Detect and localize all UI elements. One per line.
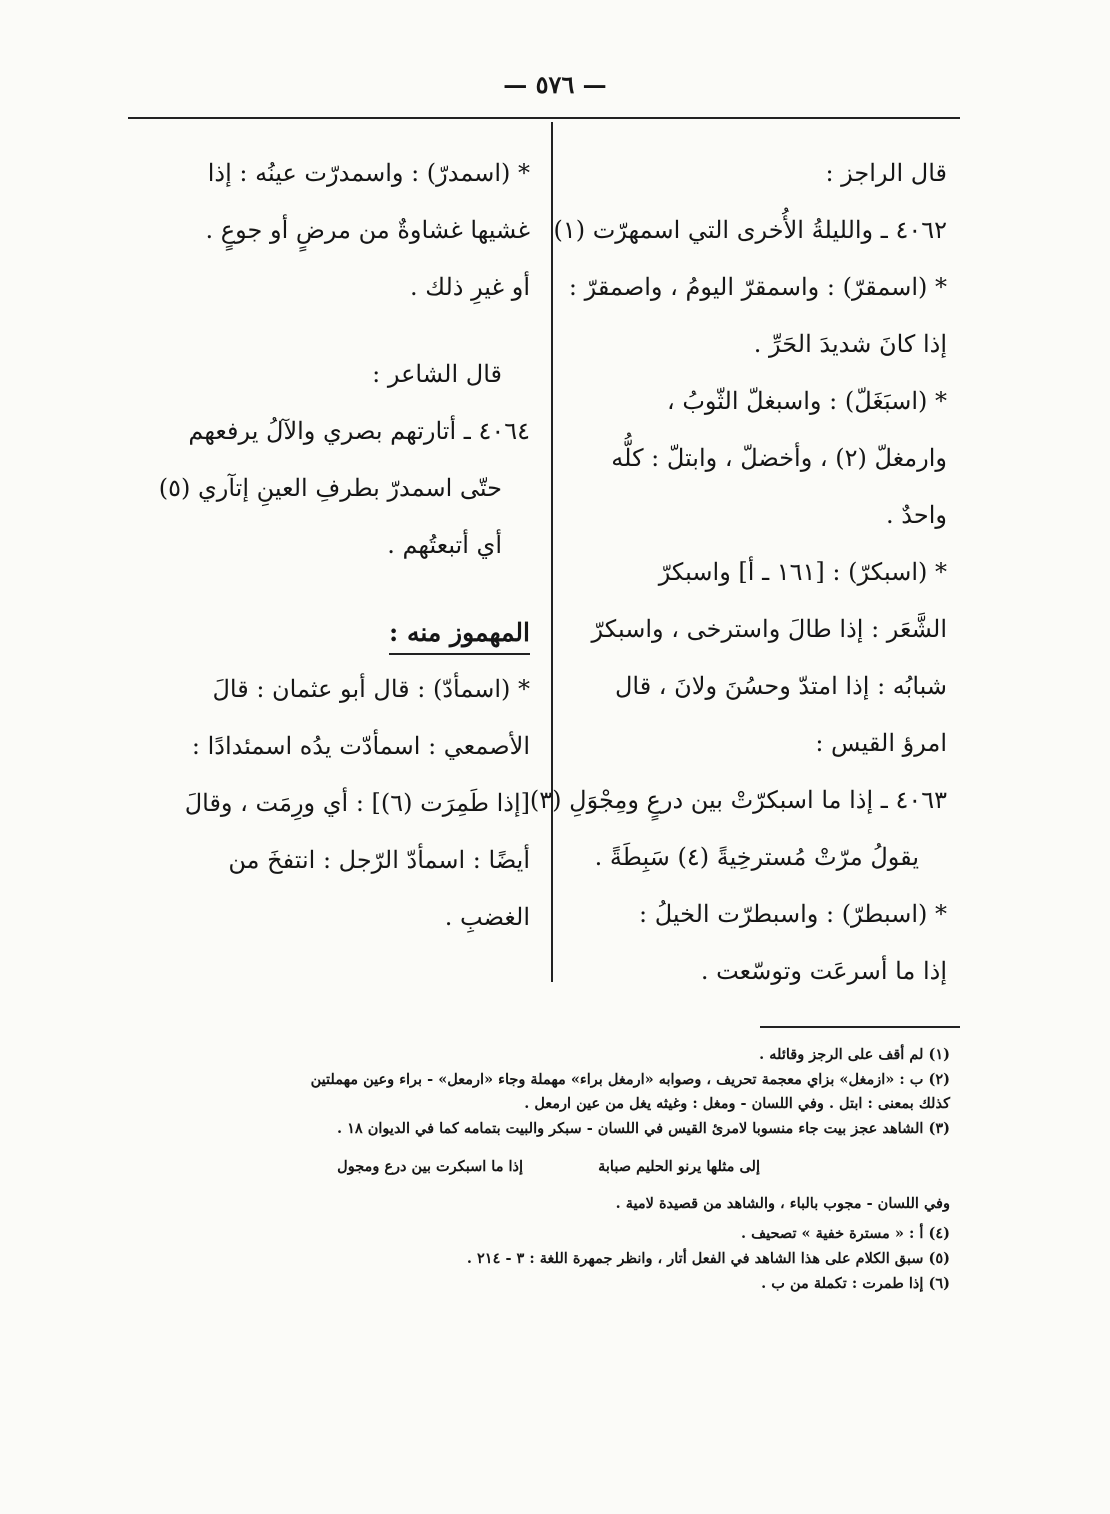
text-line: أو غيرِ ذلك .	[409, 273, 530, 301]
verse-line: ٤٠٦٤ ـ أتارتهم بصري والآلُ يرفعهم	[188, 417, 530, 445]
text-line: قال الراجز :	[825, 159, 947, 187]
text-line: يقولُ مرّتْ مُسترخِيةً (٤) سَبِطَةً .	[594, 843, 919, 871]
text-line: امرؤ القيس :	[815, 729, 947, 757]
entry-line: * (اسمأدّ) : قال أبو عثمان : قالَ	[212, 675, 530, 703]
text-line: غشيها غشاوةٌ من مرضٍ أو جوعٍ .	[205, 216, 530, 244]
verse-line: ٤٠٦٢ ـ والليلةُ الأُخرى التي اسمهرّت (١)	[553, 216, 947, 244]
text-line: أيضًا : اسمأدّ الرّجل : انتفخَ من	[228, 846, 530, 874]
section-heading	[138, 604, 530, 661]
text-line: إذا كانَ شديدَ الحَرِّ .	[753, 330, 947, 358]
footnote: كذلك بمعنى : ابتل . وفي اللسان - ومغل : وغيثه يغل من عين ارمعل .	[524, 1095, 950, 1113]
entry-line: * (اسمقرّ) : واسمقرّ اليومُ ، واصمقرّ :	[568, 273, 947, 301]
footnotes	[128, 1043, 950, 1297]
header-rule	[128, 117, 960, 119]
text-line: الأصمعي : اسمأدّت يدُه اسمئدادًا :	[191, 732, 530, 760]
footnote: (٣) الشاهد عجز بيت جاء منسوبا لامرئ القيس في اللسان - سبكر والبيت بتمامه كما في الديوان ١٨ .	[337, 1120, 950, 1138]
verse-hemistich: إذا ما اسبكرت بين درع ومجول	[337, 1157, 524, 1175]
footnote: وفي اللسان - مجوب بالباء ، والشاهد من قصيدة لامية .	[615, 1194, 950, 1212]
footnote: (١) لم أقف على الرجز وقائله .	[759, 1046, 950, 1063]
text-line: شبابُه : إذا امتدّ وحسُنَ ولانَ ، قال	[614, 672, 947, 700]
text-line: قال الشاعر :	[372, 360, 502, 388]
text-line: واحدٌ .	[886, 501, 947, 529]
text-line: الشَّعَر : إذا طالَ واسترخى ، واسبكرّ	[591, 615, 947, 643]
entry-line: * (اسبكرّ) : [١٦١ ـ أ] واسبكرّ	[658, 558, 947, 586]
verse-line: حتّى اسمدرّ بطرفِ العينِ إتآري (٥)	[158, 474, 502, 502]
left-column	[138, 145, 530, 946]
text-line: أي أتبعتُهم .	[387, 531, 502, 559]
footnote-verse	[128, 1142, 950, 1192]
right-column	[529, 145, 947, 1000]
section-heading-text: المهموز منه :	[389, 613, 530, 655]
footnote: (٤) أ : « مسترة خفية » تصحيف .	[741, 1225, 950, 1243]
text-line: وارمغلّ (٢) ، وأخضلّ ، وابتلّ : كلُّه	[611, 444, 947, 472]
verse-hemistich: إلى مثلها يرنو الحليم صبابة	[598, 1157, 760, 1175]
text-line: [إذا طَمِرَت (٦)] : أي ورِمَت ، وقالَ	[184, 789, 530, 817]
page-number: — ٥٧٦ —	[503, 70, 607, 99]
footnote-rule	[760, 1026, 960, 1028]
footnote: (٥) سبق الكلام على هذا الشاهد في الفعل أتار ، وانظر جمهرة اللغة : ٣ - ٢١٤ .	[466, 1250, 950, 1268]
footnote: (٢) ب : «ازمغل» بزاي معجمة تحريف ، وصوابه «ارمغل براء» مهملة وجاء «ارمعل» - براء وعين مهملتين	[310, 1070, 950, 1088]
verse-line: ٤٠٦٣ ـ إذا ما اسبكرّتْ بين درعٍ ومِجْوَلِ (٣)	[529, 786, 947, 814]
entry-line: * (اسبطرّ) : واسبطرّت الخيلُ :	[638, 900, 947, 928]
text-line: الغضبِ .	[444, 903, 530, 931]
entry-line: * (اسبَغَلّ) : واسبغلّ الثّوبُ ،	[666, 387, 947, 415]
text-line: إذا ما أسرعَت وتوسّعت .	[700, 957, 947, 985]
entry-line: * (اسمدرّ) : واسمدرّت عينُه : إذا	[207, 159, 530, 187]
footnote: (٦) إذا طمرت : تكملة من ب .	[761, 1274, 950, 1292]
